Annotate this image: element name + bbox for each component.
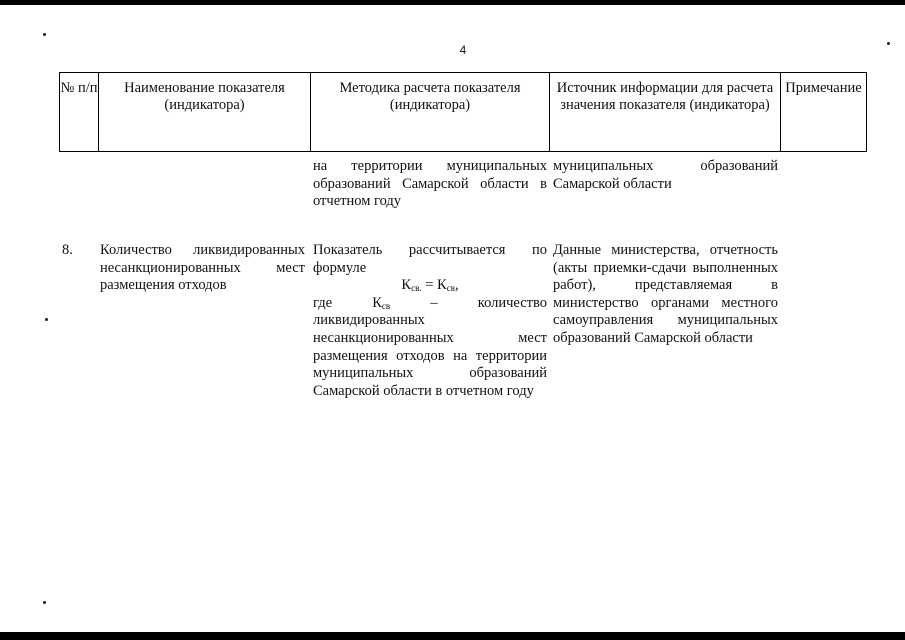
- indicator-name: Количество ликвидированных несанкционированных мест размещения отходов: [100, 242, 305, 294]
- top-border: [0, 0, 905, 5]
- header-name: Наименование показателя (индикатора): [99, 73, 311, 151]
- table-header: [59, 72, 867, 152]
- header-num: № п/п: [60, 73, 99, 151]
- scan-speck: [43, 33, 46, 36]
- continued-method: на территории муниципальных образований Самарской области в отчетном году: [313, 158, 547, 210]
- formula-explanation: где $К_{св}$ – количество ликвидированных несанкционированных мест размещения отходов на территории муниципальных образований Самарской области в отчетном году: [313, 294, 547, 399]
- scan-speck: [887, 42, 890, 45]
- source-cell: Данные министерства, отчетность (акты приемки-сдачи выполненных работ), представляемая в министерство органами местного самоуправления муниципальных образований Самарской области: [553, 242, 778, 346]
- scan-speck: [45, 318, 48, 321]
- row-number: 8.: [62, 242, 73, 258]
- page-number: 4: [459, 43, 467, 57]
- continued-source: муниципальных образований Самарской области: [553, 158, 778, 192]
- formula: $К_{св.} = К_{св}$,: [401, 277, 459, 294]
- header-method: Методика расчета показателя (индикатора): [311, 73, 550, 151]
- bottom-border: [0, 632, 905, 640]
- header-note: Примечание: [785, 80, 862, 96]
- header-source: Источник информации для расчета значения показателя (индикатора): [550, 73, 781, 151]
- method-cell: [313, 242, 547, 400]
- scan-speck: [43, 601, 46, 604]
- method-intro: Показатель рассчитывается по формуле: [313, 242, 547, 276]
